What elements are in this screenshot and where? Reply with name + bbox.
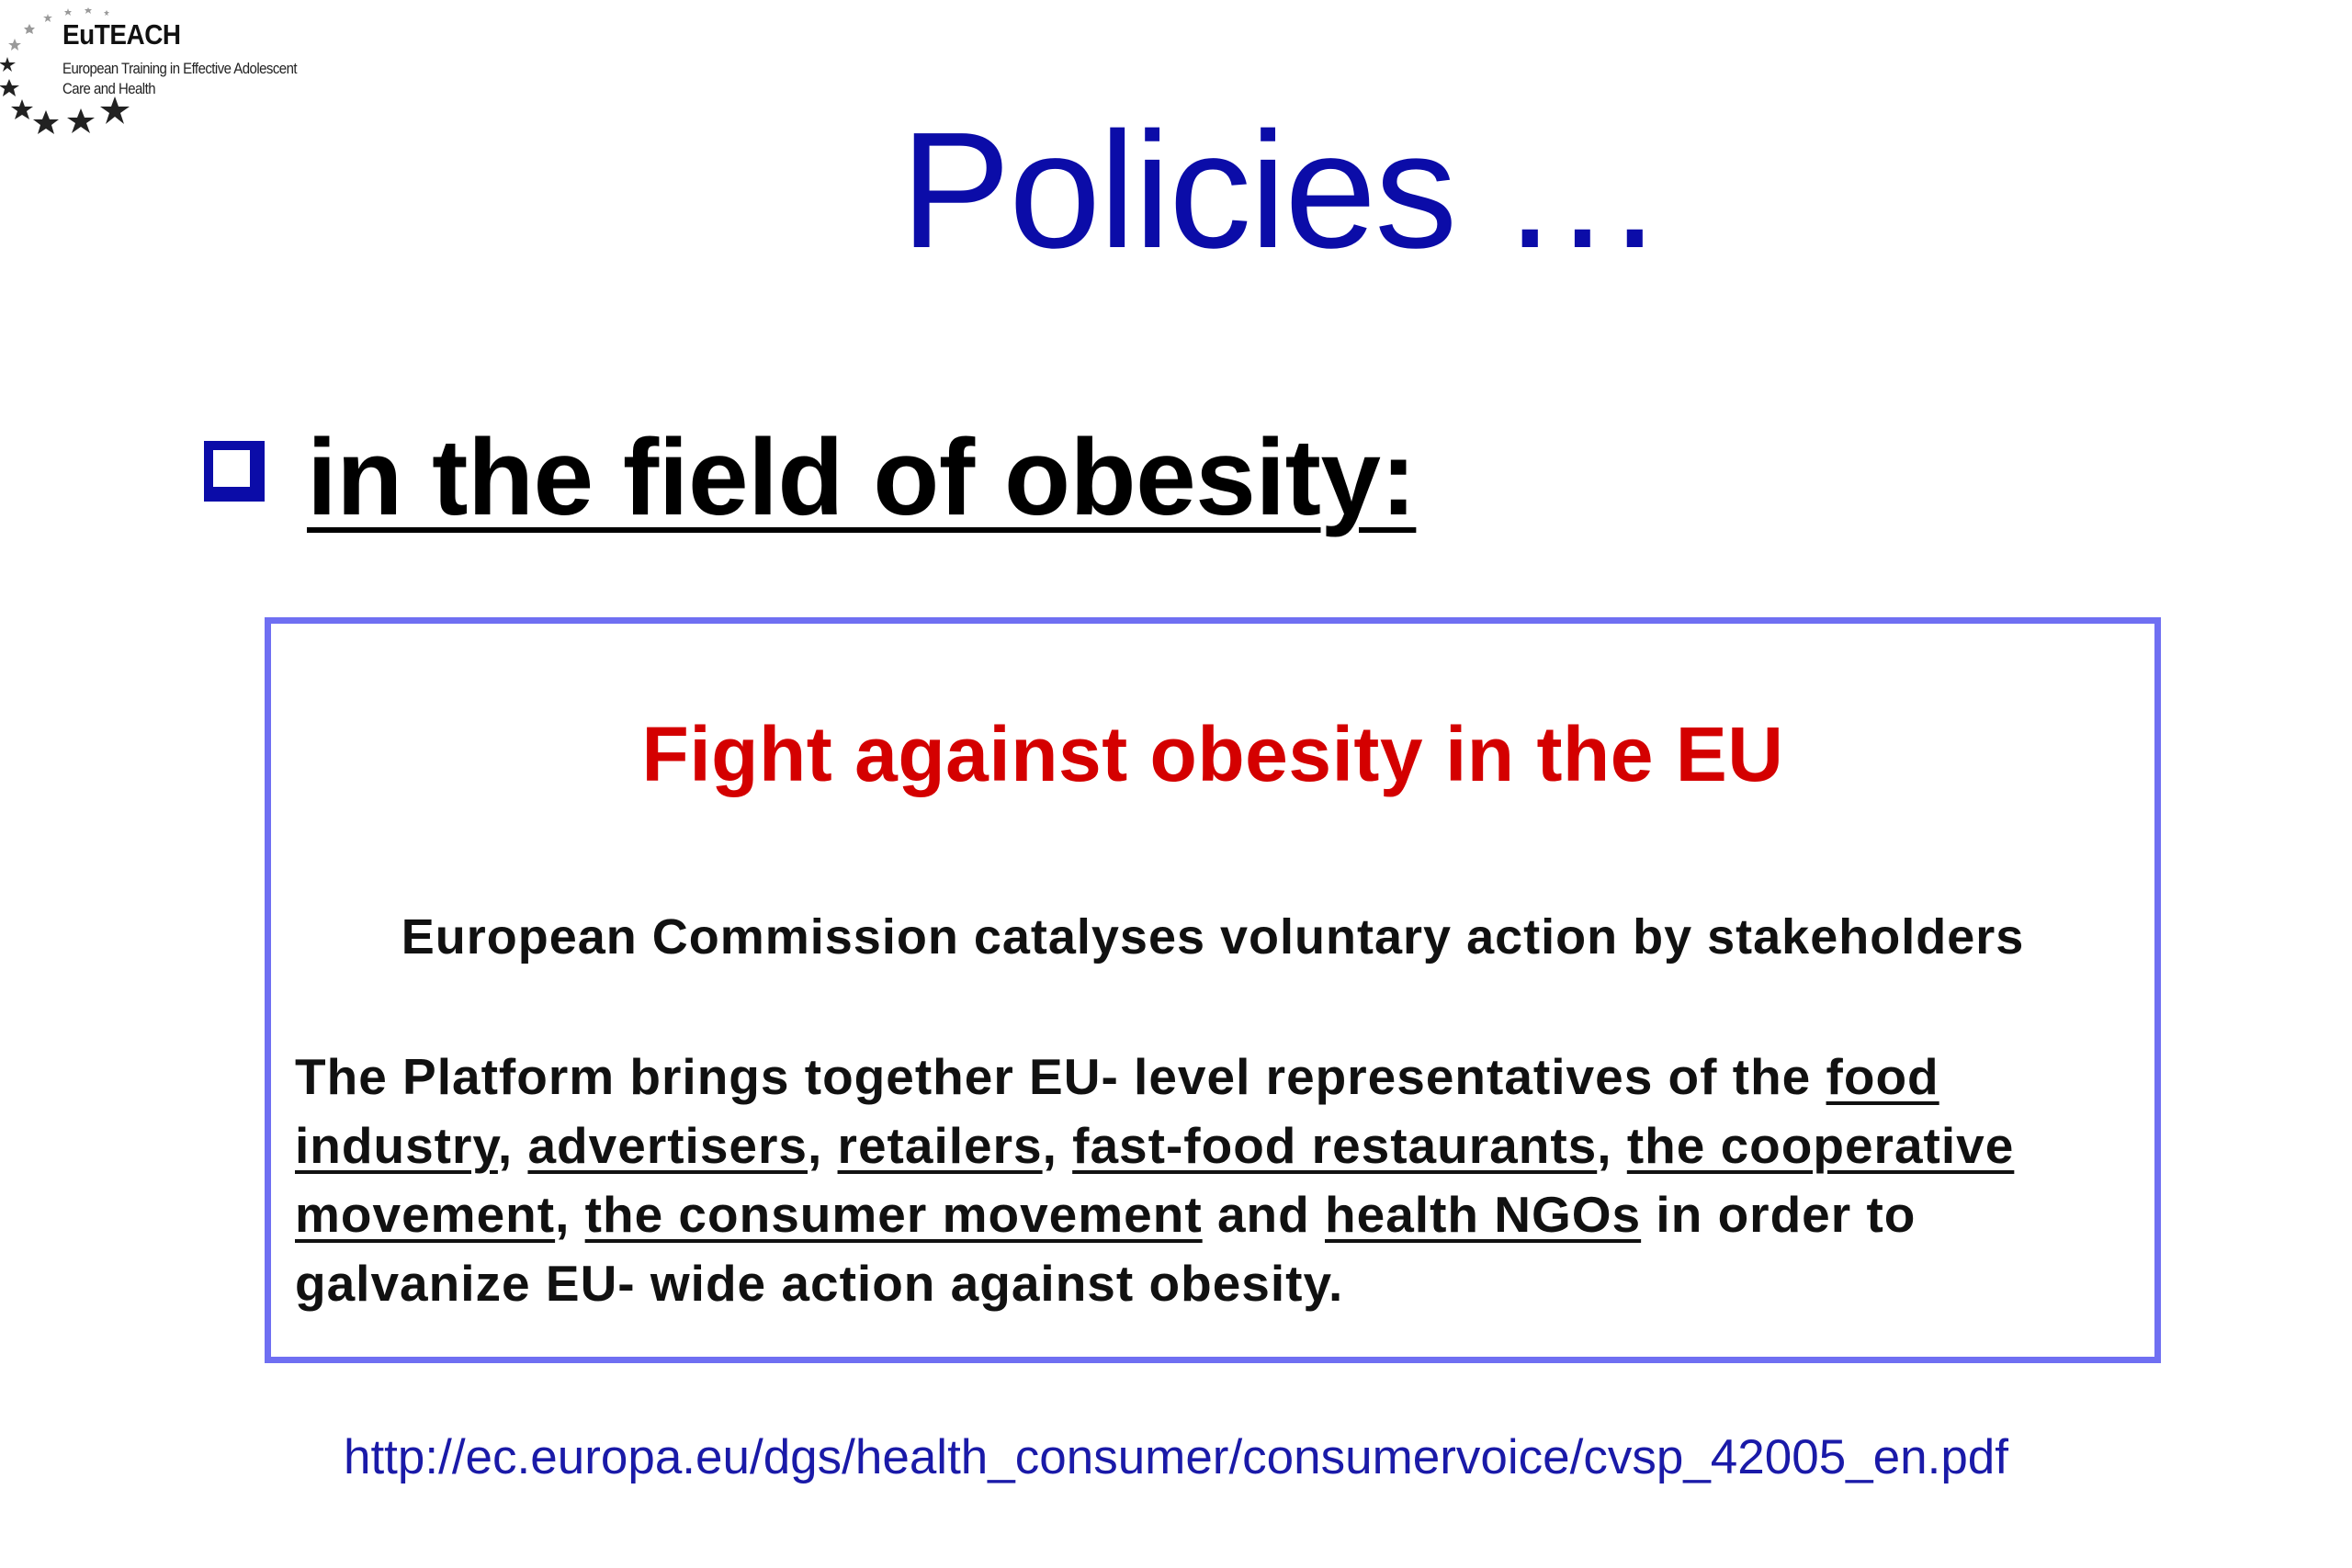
- logo-subtitle-line1: European Training in Effective Adolescent: [62, 60, 298, 77]
- body-outro: in order to galvanize EU- wide action against obesity.: [295, 1186, 1917, 1312]
- euteach-logo: [0, 0, 331, 156]
- link-retailers[interactable]: retailers: [837, 1117, 1043, 1174]
- link-fast-food-restaurants[interactable]: fast-food restaurants: [1072, 1117, 1598, 1174]
- obesity-info-panel: [265, 617, 2161, 1363]
- logo-title: EuTEACH: [62, 18, 181, 51]
- panel-body: [295, 1043, 2142, 1318]
- bullet-text: in the field of obesity:: [307, 417, 1417, 538]
- link-cooperative-movement[interactable]: the cooperative movement: [295, 1117, 2015, 1243]
- panel-subheading: European Commission catalyses voluntary action by stakeholders: [401, 909, 2025, 964]
- logo-subtitle: [62, 59, 329, 99]
- body-separator: ,: [1042, 1117, 1073, 1174]
- body-separator: ,: [1597, 1117, 1627, 1174]
- body-space: [1811, 1048, 1826, 1105]
- link-consumer-movement[interactable]: the consumer movement: [584, 1186, 1203, 1243]
- body-separator: ,: [807, 1117, 838, 1174]
- page-title: Policies …: [900, 98, 1664, 283]
- link-health-ngos[interactable]: health NGOs: [1325, 1186, 1642, 1243]
- body-intro: The Platform brings together EU- level representatives of the: [295, 1048, 1812, 1105]
- link-advertisers[interactable]: advertisers: [527, 1117, 808, 1174]
- panel-heading: Fight against obesity in the EU: [641, 711, 1784, 797]
- source-url-link[interactable]: http://ec.europa.eu/dgs/health_consumer/consumervoice/cvsp_42005_en.pdf: [343, 1430, 2008, 1484]
- body-and: and: [1202, 1186, 1326, 1243]
- link-food-industry[interactable]: food industry: [295, 1048, 1939, 1174]
- body-separator: ,: [555, 1186, 585, 1243]
- logo-subtitle-line2: Care and Health: [62, 80, 156, 97]
- body-separator: ,: [497, 1117, 528, 1174]
- square-bullet-icon: [204, 441, 265, 502]
